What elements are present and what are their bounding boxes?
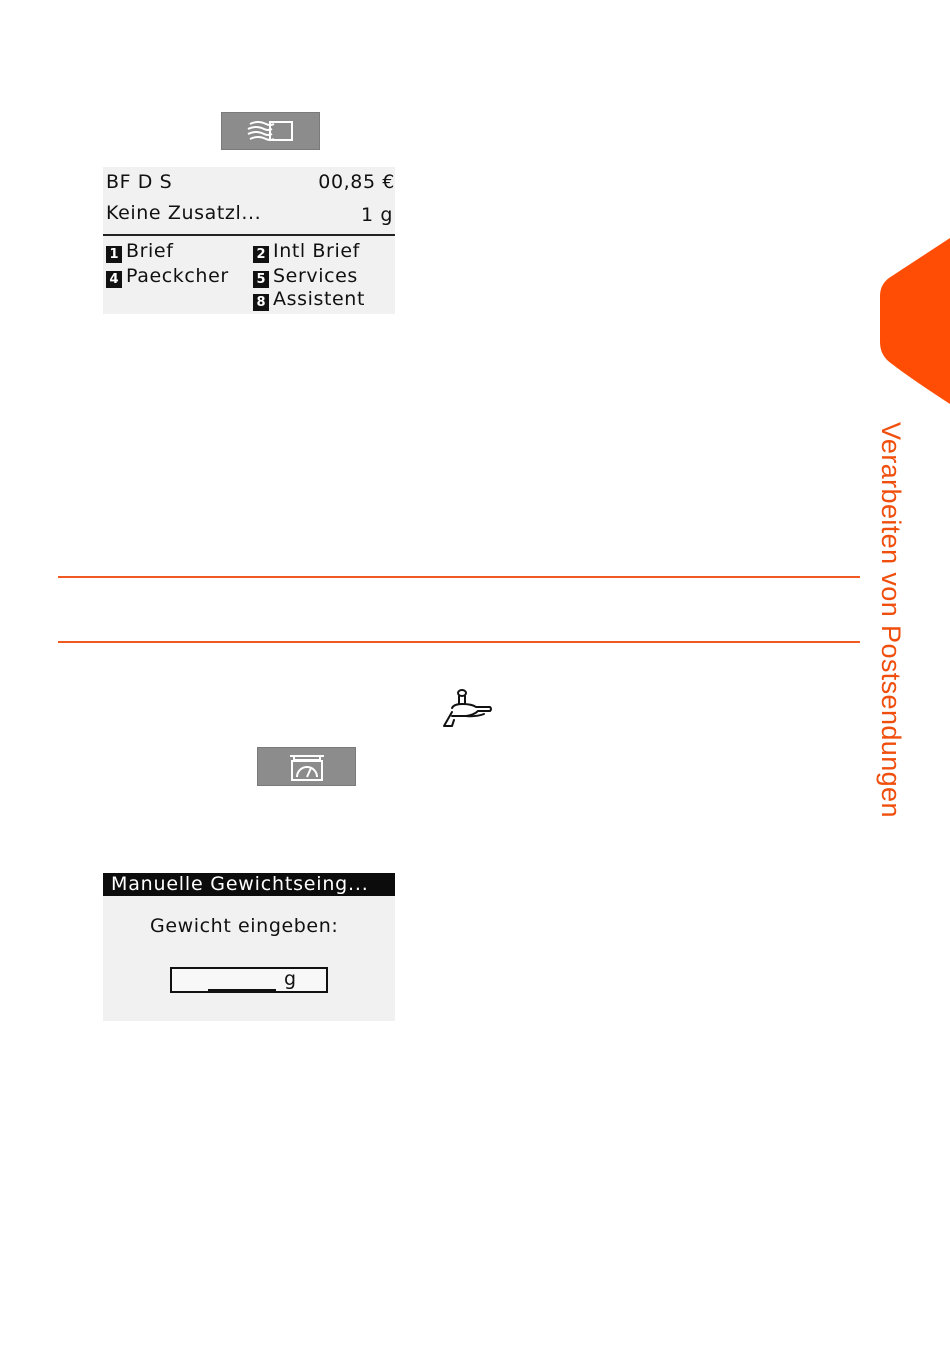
section-divider-bottom — [58, 641, 860, 643]
lcd-main-screen — [103, 167, 395, 314]
scale-icon — [282, 752, 332, 782]
menu-item-intl-brief[interactable] — [253, 240, 360, 263]
menu-number-badge: 4 — [106, 271, 122, 288]
menu-number-badge: 8 — [253, 294, 269, 311]
service-label: BF D S — [106, 171, 173, 193]
postage-amount: 00,85 € — [318, 171, 395, 193]
weight-unit: g — [284, 968, 297, 990]
menu-number-badge: 5 — [253, 271, 269, 288]
screen-title: Manuelle Gewichtseing... — [103, 873, 395, 896]
section-divider-top — [58, 576, 860, 578]
menu-item-label: Services — [273, 265, 358, 287]
section-title: Verarbeiten von Postsendungen — [876, 422, 906, 818]
hand-press-icon — [440, 688, 494, 732]
weight-prompt: Gewicht eingeben: — [150, 915, 339, 937]
lcd-weight-screen — [103, 873, 395, 1021]
menu-number-badge: 1 — [106, 246, 122, 263]
envelope-feed-icon — [240, 116, 302, 146]
scale-key-button[interactable] — [257, 747, 356, 786]
menu-item-label: Assistent — [273, 288, 366, 310]
input-underline — [208, 989, 276, 991]
menu-item-assistent[interactable] — [253, 288, 365, 311]
menu-item-label: Brief — [126, 240, 174, 262]
menu-number-badge: 2 — [253, 246, 269, 263]
menu-item-label: Paeckcher — [126, 265, 229, 287]
menu-item-services[interactable] — [253, 265, 358, 288]
feed-key-button[interactable] — [221, 112, 320, 150]
menu-item-brief[interactable] — [106, 240, 174, 263]
weight-value: 1 g — [361, 204, 393, 226]
lcd-separator — [103, 234, 395, 236]
weight-input-field[interactable] — [170, 967, 328, 993]
menu-item-label: Intl Brief — [273, 240, 360, 262]
menu-item-paeckcher[interactable] — [106, 265, 229, 288]
chapter-tab — [880, 238, 950, 404]
option-label: Keine Zusatzl... — [106, 202, 262, 224]
